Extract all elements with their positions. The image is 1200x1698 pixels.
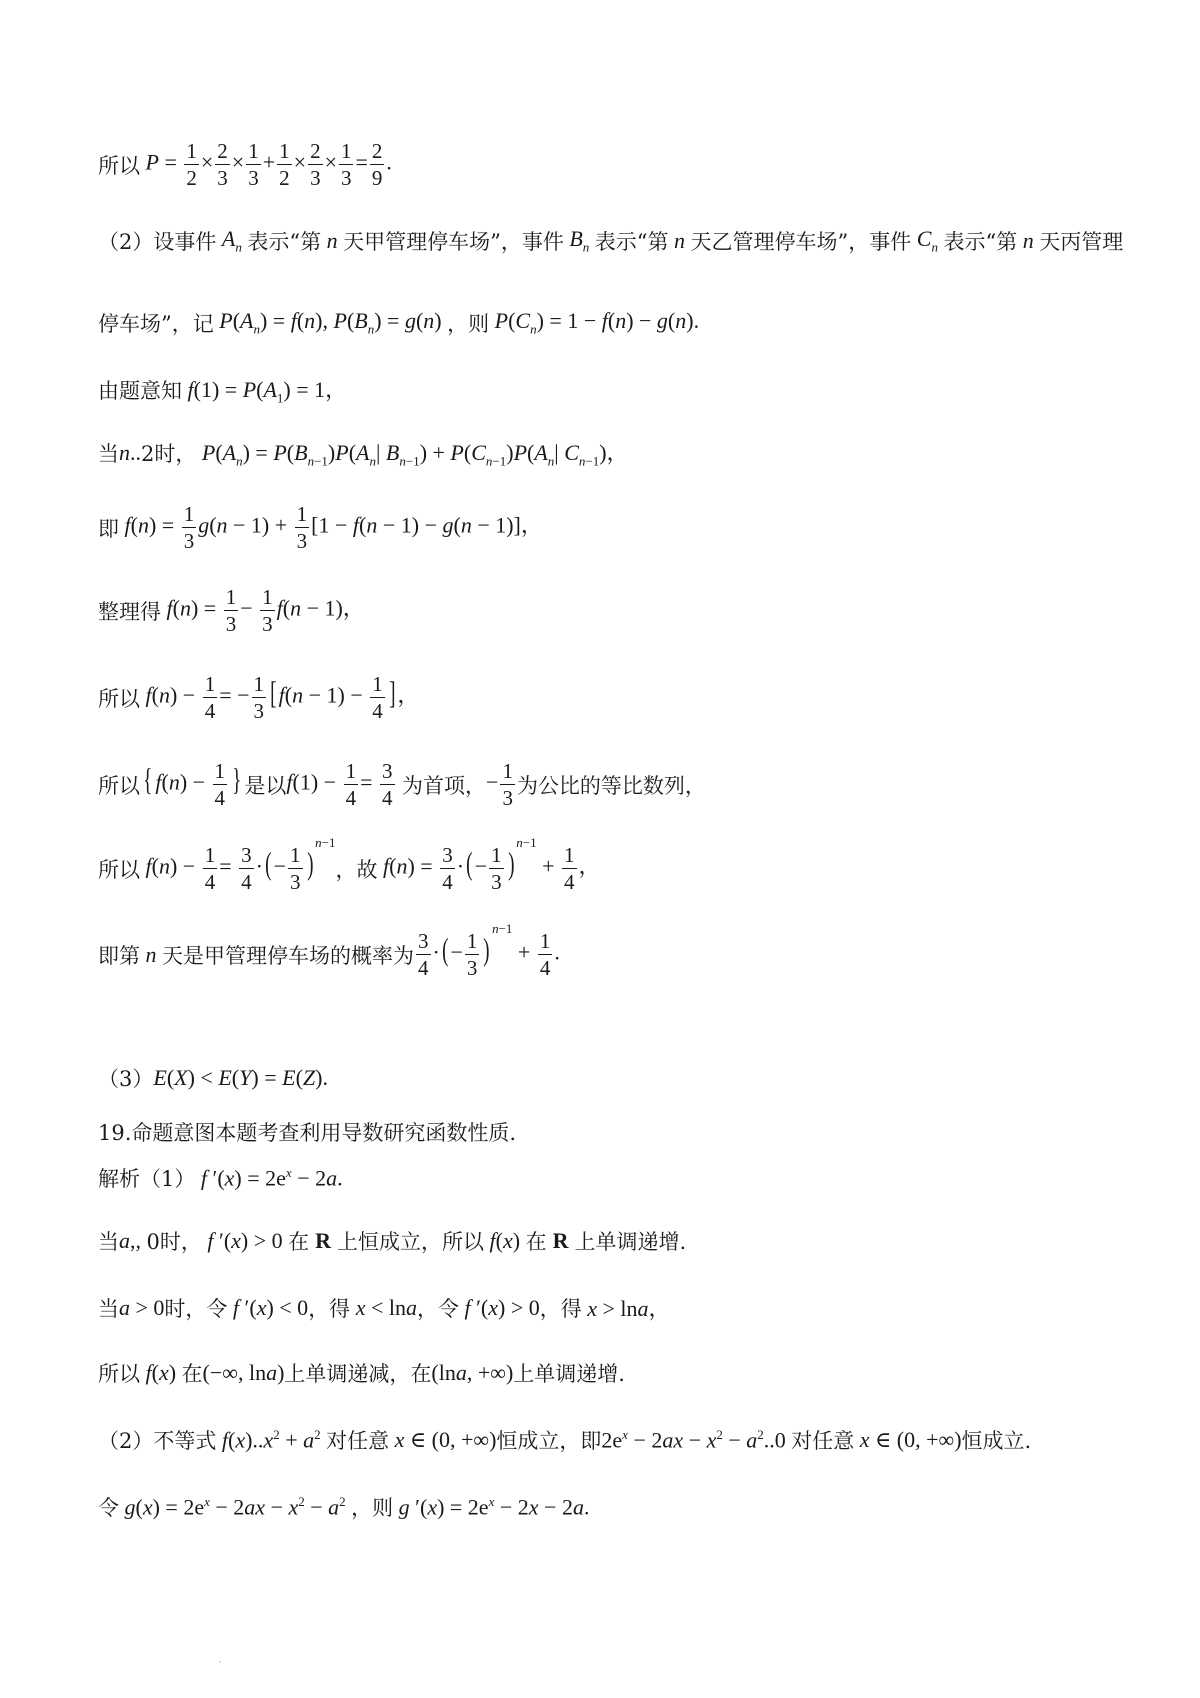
line-case-a-nonpositive: 当 a,, 0时， f ′(x) > 0 在 R 上恒成立，所以 f(x) 在 R 上单调递增.: [98, 1228, 687, 1254]
line-define-g: 令 $g(x) = 2e^x - 2ax - x^2 - a^2$ ，则 g $'(x) = 2e^x - 2x - 2a$.: [98, 1493, 590, 1520]
line-geometric-sequence: 所以 { f(n) − $\frac{1}{4}$ } 是以 f(1) − $\frac{1}{4}$ = $\frac{3}{4}$ 为首项， − $\frac{1}{3}$ 为公比的等比数列，: [98, 759, 706, 811]
line-initial-value: 由题意知 $f(1) = P(A_1) = 1$，: [98, 377, 348, 406]
line-total-probability: 当 n .. 2时， $P(A_n) = P(B_{n-1})P(A_n|$ $B_{n-1}) + P(C_{n-1})P(A_n|$ $C_{n-1}$)，: [98, 439, 629, 469]
line-final-probability: 即第 n 天是甲管理停车场的概率为 $\frac{3}{4}$ ·(− $\frac{1}{3}$ )$^{n-1}$ + $\frac{1}{4}$ .: [98, 921, 560, 981]
line-recurrence: 即 f(n) = $\frac{1}{3}$ g(n − 1) + $\frac{1}{3}$ [1 − f(n − 1) − g(n − 1)]，: [98, 502, 543, 554]
line-derivative: 解析（1） f $'(x) = 2e^x - 2a$.: [98, 1164, 343, 1191]
line-define-events: （2）设事件 $A_n$ 表示“第 n 天甲管理停车场”，事件 $B_n$ 表示“第 n 天乙管理停车场”，事件 $C_n$ 表示“第 n 天丙管理: [98, 226, 1124, 255]
line-expectation-compare: （3） E(X) < E(Y) = E(Z).: [98, 1065, 328, 1091]
line-general-term: 所以 f(n) − $\frac{1}{4}$ = $\frac{3}{4}$ ·(− $\frac{1}{3}$ )$^{n-1}$ ，故 f(n) = $\frac{3}{4}$ ·(− $\frac{1}{3}$ )$^{n-1}$ + $\frac{1}{4}$ ，: [98, 835, 601, 895]
line-case-a-positive: 当 a > 0 时，令 f ′(x) < 0 ，得 x < lna ，令 f ′(x) > 0 ，得 x > lna，: [98, 1294, 671, 1321]
line-problem-19-intent: 19.命题意图本题考查利用导数研究函数性质.: [98, 1121, 517, 1145]
formula: P = $\frac{1}{2}$ × $\frac{2}{3}$ × $\frac{1}{3}$ + $\frac{1}{2}$ × $\frac{2}{3}$ × $\frac{1}{3}$ = $\frac{2}{9}$ .: [145, 139, 392, 191]
line-inequality: （2）不等式 $f(x)..x^2 + a^2$ 对任意 x ∈ (0, +∞) 恒成立，即 $2e^x - 2ax - x^2 - a^2..0$ 对任意 x ∈ (0, +∞) 恒成立.: [98, 1426, 1032, 1453]
line-probability-result: 所以 P = $\frac{1}{2}$ × $\frac{2}{3}$ × $\frac{1}{3}$ + $\frac{1}{2}$ × $\frac{2}{3}$ × $\frac{1}{3}$ = $\frac{2}{9}$ .: [98, 139, 392, 191]
line-simplified: 整理得 f(n) = $\frac{1}{3}$ − $\frac{1}{3}$ f(n − 1)，: [98, 585, 365, 637]
footer-mark: ·: [218, 1655, 222, 1669]
line-shifted: 所以 f(n) − $\frac{1}{4}$ = − $\frac{1}{3}$ [f(n − 1) − $\frac{1}{4}$ ]，: [98, 672, 420, 724]
line-monotonic-intervals: 所以 f(x) 在 (−∞, lna) 上单调递减，在 (lna, +∞) 上单调递增.: [98, 1360, 625, 1386]
line-notation: 停车场”，记 $P(A_n) = f(n)$, $P(B_n) = g(n)$ ，则 $P(C_n) = 1 - f(n) - g(n)$.: [98, 308, 700, 337]
